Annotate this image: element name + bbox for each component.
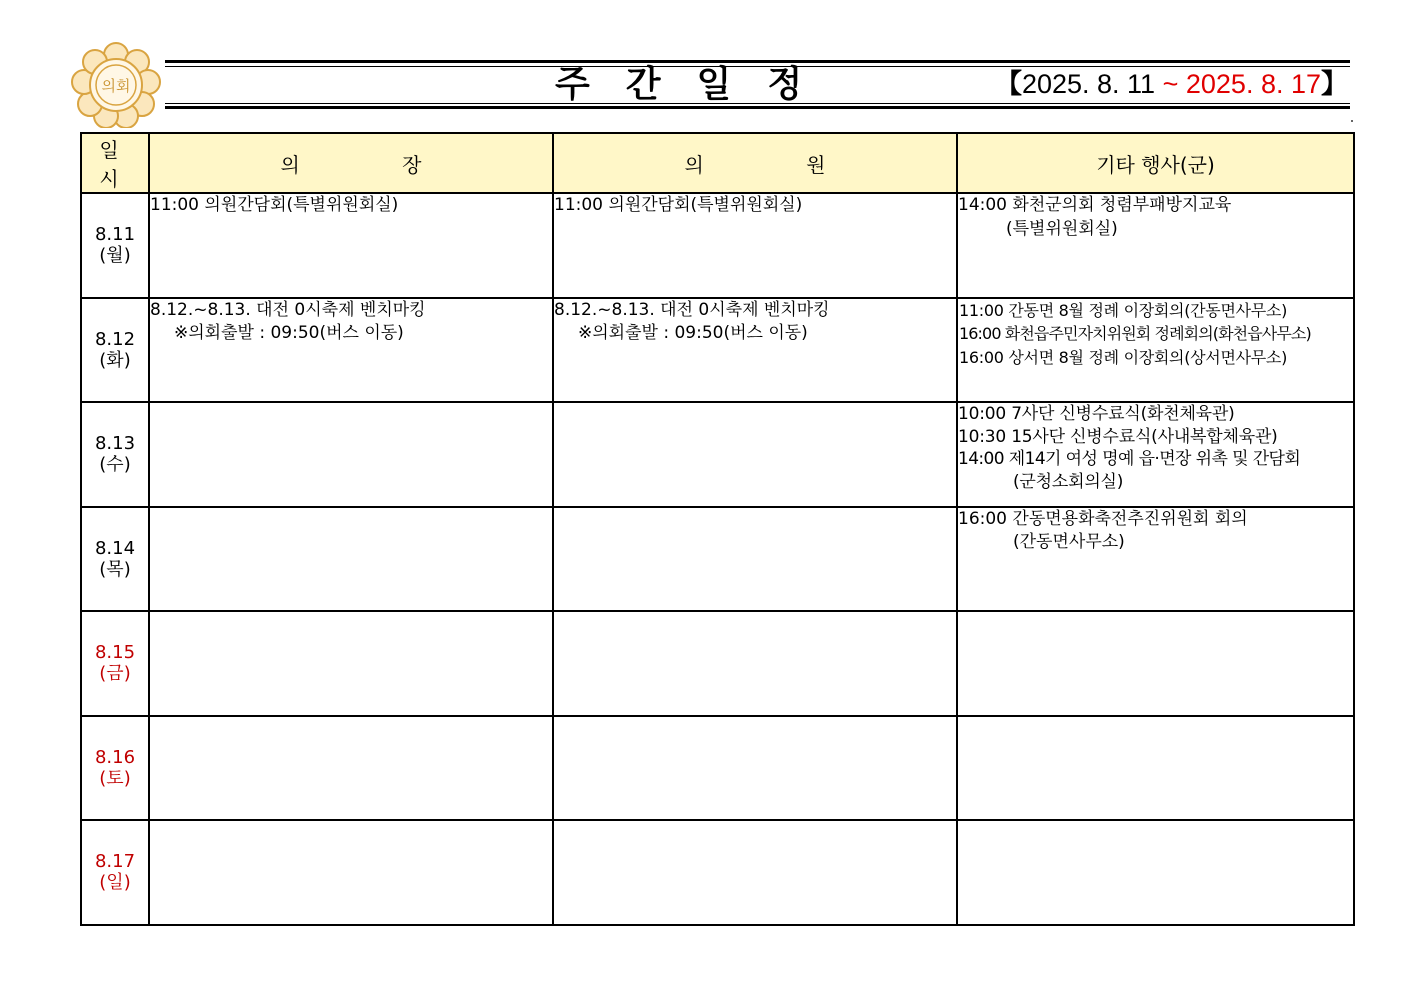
chair-cell [149,716,553,821]
members-cell [553,611,957,716]
event: 11:00 의원간담회(특별위원회실) [554,195,803,215]
page-title: 주간일정 [555,63,839,105]
event-location: (특별위원회실) [1006,218,1118,239]
council-logo-icon [70,42,162,128]
date-cell [81,402,149,507]
chair-cell [149,402,553,507]
event: 11:00 의원간담회(특별위원회실) [150,195,399,215]
other-cell [957,716,1354,821]
range-open: 【 [994,69,1022,99]
table-row [81,820,1354,925]
mark [1351,120,1353,122]
date: 8.17 [94,851,136,873]
event: 8.12.~8.13. 대전 0시축제 벤치마킹 [150,299,426,320]
event: 10:00 7사단 신병수료식(화천체육관) [958,404,1235,424]
event: 11:00 간동면 8월 정례 이장회의(간동면사무소) [959,300,1288,320]
members-cell [553,402,957,507]
date-cell [81,298,149,403]
date-range [995,68,1348,100]
date-cell [81,611,149,716]
header-other-events: 기타 행사(군) [957,133,1354,193]
chair-cell [149,820,553,925]
event: 16:00 간동면용화축전추진위원회 회의 [958,508,1248,529]
schedule-table [80,132,1355,926]
event-note: ※의회출발 : 09:50(버스 이동) [578,323,808,343]
event: 10:30 15사단 신병수료식(사내복합체육관) [958,426,1278,447]
date-cell [81,820,149,925]
logo-text: 의회 [101,77,131,95]
date: 8.11 [94,224,136,246]
members-cell [553,820,957,925]
header-date: 일 시 [81,133,149,193]
range-end: 2025. 8. 17 [1185,69,1321,99]
chair-cell [149,507,553,612]
date: 8.14 [94,537,136,559]
weekday: (수) [99,454,131,476]
members-cell [553,193,957,298]
other-cell [957,820,1354,925]
event: 8.12.~8.13. 대전 0시축제 벤치마킹 [554,299,830,320]
date: 8.12 [94,328,136,350]
chair-cell [149,193,553,298]
date-cell [81,193,149,298]
weekday: (일) [99,872,131,894]
range-start: 2025. 8. 11 [1021,69,1156,99]
date: 8.15 [94,642,136,664]
table-row [81,611,1354,716]
table-row [81,402,1354,507]
weekday: (월) [99,245,131,267]
date: 8.16 [94,746,136,768]
divider [165,106,1350,109]
table-row [81,298,1354,403]
event: 16:00 화천읍주민자치위원회 정례회의(화천읍사무소) [959,324,1311,343]
members-cell [553,507,957,612]
range-close: 】 [1321,69,1348,99]
event: 14:00 제14기 여성 명예 읍·면장 위촉 및 간담회 [958,449,1301,469]
header-members: 의 원 [553,133,957,193]
header-chair: 의 장 [149,133,553,193]
range-separator: ~ [1162,69,1179,99]
event-location: (간동면사무소) [1013,532,1125,552]
weekday: (토) [99,767,131,789]
other-cell [957,298,1354,403]
weekday: (목) [99,558,131,580]
title-block [165,60,1350,110]
weekday: (화) [99,349,131,371]
table-row [81,716,1354,821]
event: 16:00 상서면 8월 정례 이장회의(상서면사무소) [959,347,1288,367]
event-note: ※의회출발 : 09:50(버스 이동) [174,323,404,343]
members-cell [553,716,957,821]
other-cell [957,611,1354,716]
weekday: (금) [99,663,131,685]
other-cell [957,193,1354,298]
date-cell [81,507,149,612]
table-row [81,507,1354,612]
chair-cell [149,298,553,403]
event: 14:00 화천군의회 청렴부패방지교육 [958,195,1232,215]
other-cell [957,402,1354,507]
table-row [81,193,1354,298]
date-cell [81,716,149,821]
date: 8.13 [94,433,136,455]
chair-cell [149,611,553,716]
other-cell [957,507,1354,612]
table-header-row [81,133,1354,193]
members-cell [553,298,957,403]
event-location: (군청소회의실) [1013,471,1124,492]
